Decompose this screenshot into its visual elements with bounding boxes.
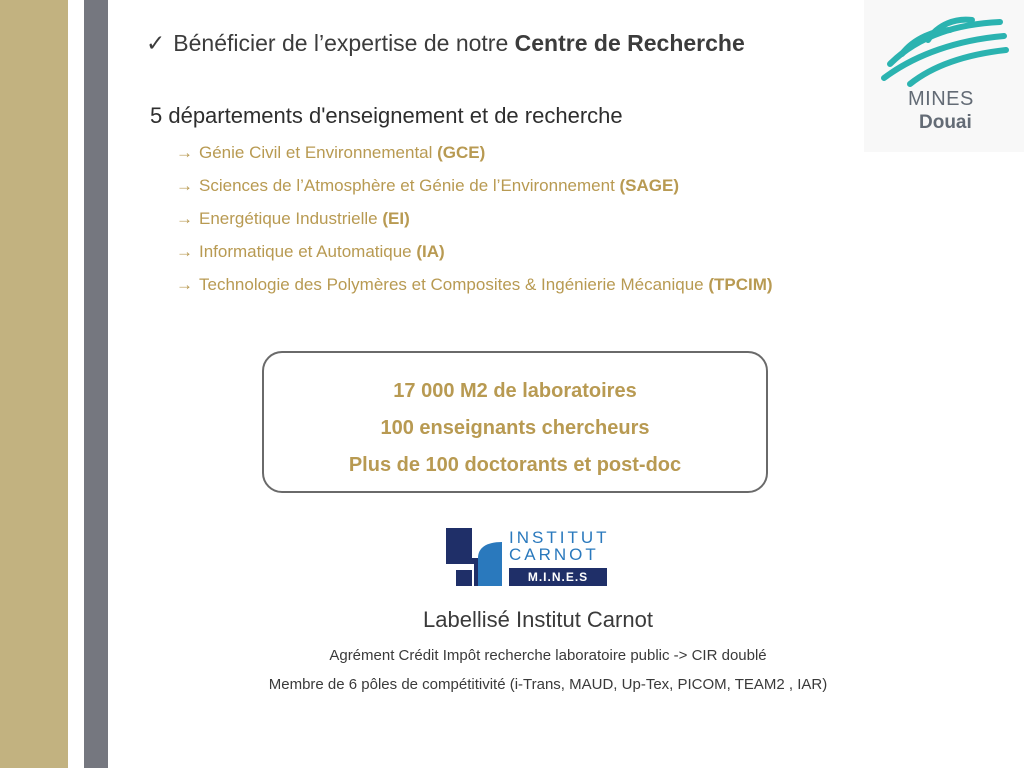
department-abbr: (GCE)	[437, 143, 486, 162]
department-item-ia	[176, 241, 773, 274]
department-item-ei	[176, 208, 773, 241]
headline-text: Bénéficier de l’expertise de notre	[173, 30, 515, 56]
arrow-right-icon: →	[176, 176, 193, 195]
department-abbr: (SAGE)	[619, 176, 680, 195]
carnot-mines-bar: M.I.N.E.S	[509, 568, 607, 586]
mines-name: MINES	[908, 88, 974, 110]
headline-bold: Centre de Recherche	[514, 30, 745, 56]
department-name: Technologie des Polymères et Composites & Ingénierie Mécanique	[199, 275, 709, 294]
mines-swirl-icon	[880, 14, 1010, 94]
stats-box	[262, 351, 768, 493]
carnot-line-carnot: CARNOT	[509, 545, 599, 564]
department-name: Energétique Industrielle	[199, 209, 383, 228]
department-abbr: (IA)	[416, 242, 445, 261]
arrow-right-icon: →	[176, 275, 193, 294]
departments-title: 5 départements d'enseignement et de recherche	[150, 103, 623, 128]
institut-carnot-logo	[446, 528, 610, 586]
department-item-tpcim	[176, 274, 773, 307]
carnot-emblem-icon	[446, 528, 502, 586]
department-abbr: (EI)	[382, 209, 410, 228]
department-name: Sciences de l’Atmosphère et Génie de l’Environnement	[199, 176, 620, 195]
cir-agreement-text: Agrément Crédit Impôt recherche laboratoire public -> CIR doublé	[329, 647, 767, 664]
department-name: Informatique et Automatique	[199, 242, 417, 261]
competitiveness-poles-text: Membre de 6 pôles de compétitivité (i-Trans, MAUD, Up-Tex, PICOM, TEAM2 , IAR)	[268, 676, 828, 693]
arrow-right-icon: →	[176, 242, 193, 261]
checkmark-icon: ✓	[146, 30, 166, 56]
carnot-line-institut: INSTITUT	[509, 528, 610, 547]
mines-city: Douai	[919, 112, 972, 133]
stat-laboratories: 17 000 M2 de laboratoires	[393, 380, 637, 402]
carnot-label-title: Labellisé Institut Carnot	[423, 607, 653, 632]
arrow-right-icon: →	[176, 209, 193, 228]
department-item-gce	[176, 142, 773, 175]
stat-researchers: 100 enseignants chercheurs	[380, 417, 650, 439]
arrow-right-icon: →	[176, 143, 193, 162]
stat-doctorants: Plus de 100 doctorants et post-doc	[348, 454, 682, 476]
department-abbr: (TPCIM)	[708, 275, 773, 294]
departments-list	[176, 142, 773, 307]
department-item-sage	[176, 175, 773, 208]
mines-douai-logo	[864, 0, 1024, 152]
department-name: Génie Civil et Environnemental	[199, 143, 438, 162]
headline	[146, 30, 745, 57]
